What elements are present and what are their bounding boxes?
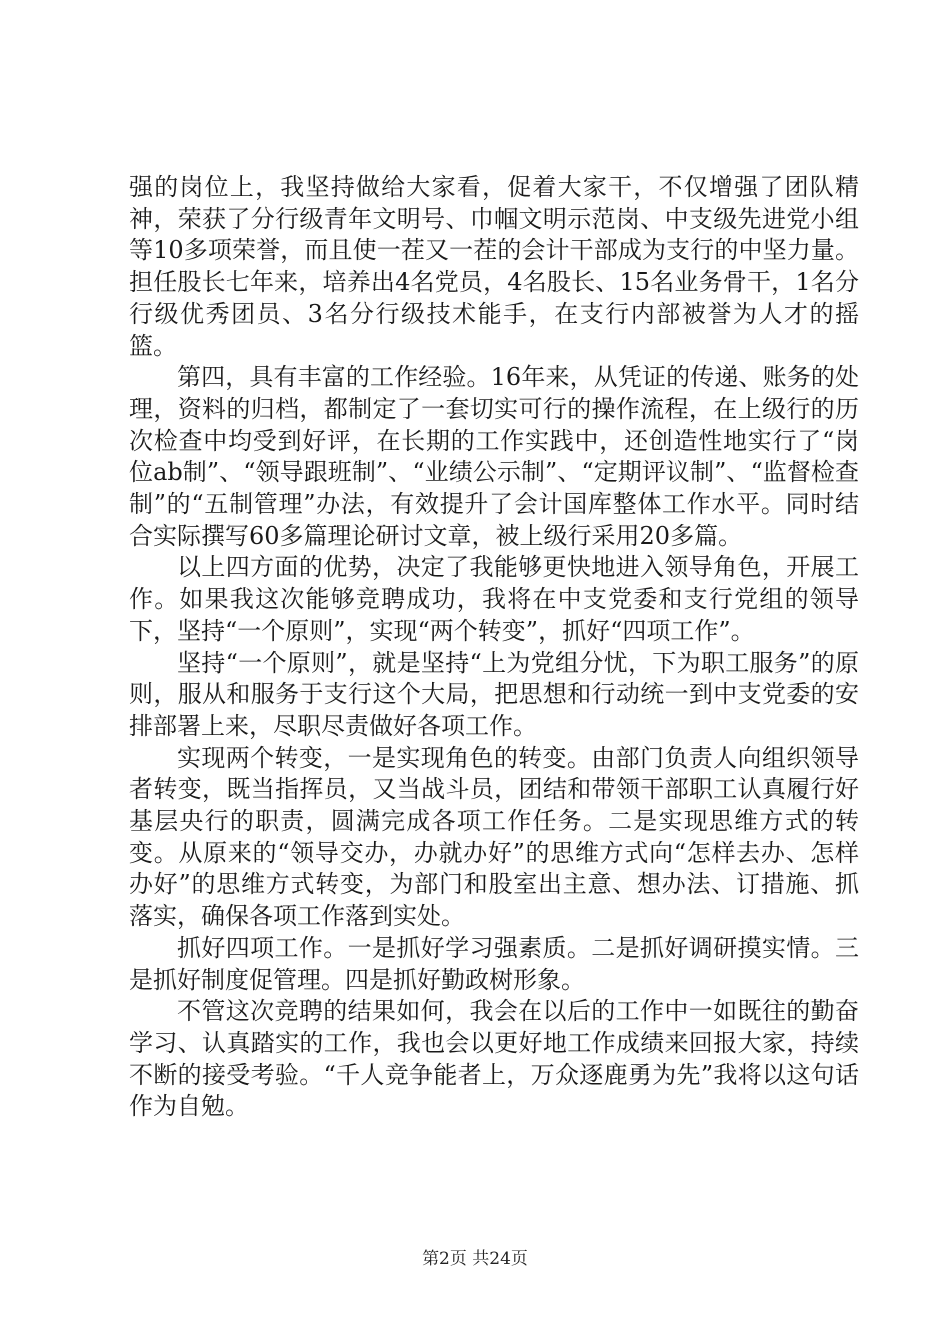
- paragraph-2: 第四，具有丰富的工作经验。16年来，从凭证的传递、账务的处理，资料的归档，都制定了一套切实可行的操作流程，在上级行的历次检查中均受到好评，在长期的工作实践中，还创造性地实行了“岗位ab制”、“领导跟班制”、“业绩公示制”、“定期评议制”、“监督检查制”的“五制管理”办法，有效提升了会计国库整体工作水平。同时结合实际撰写60多篇理论研讨文章，被上级行采用20多篇。: [129, 363, 859, 550]
- document-body: [129, 172, 859, 1123]
- page-footer: [0, 1244, 950, 1269]
- paragraph-7: 不管这次竞聘的结果如何，我会在以后的工作中一如既往的勤奋学习、认真踏实的工作，我也会以更好地工作成绩来回报大家，持续不断的接受考验。“千人竞争能者上，万众逐鹿勇为先”我将以这句话作为自勉。: [129, 997, 859, 1121]
- paragraph-4: 坚持“一个原则”，就是坚持“上为党组分忧，下为职工服务”的原则，服从和服务于支行这个大局，把思想和行动统一到中支党委的安排部署上来，尽职尽责做好各项工作。: [129, 648, 859, 740]
- paragraph-6: 抓好四项工作。一是抓好学习强素质。二是抓好调研摸实情。三是抓好制度促管理。四是抓好勤政树形象。: [129, 933, 859, 994]
- paragraph-3: 以上四方面的优势，决定了我能够更快地进入领导角色，开展工作。如果我这次能够竞聘成功，我将在中支党委和支行党组的领导下，坚持“一个原则”，实现“两个转变”，抓好“四项工作”。: [129, 553, 859, 645]
- page-number: 第2页 共24页: [422, 1249, 528, 1269]
- paragraph-1: 强的岗位上，我坚持做给大家看，促着大家干，不仅增强了团队精神，荣获了分行级青年文明号、巾帼文明示范岗、中支级先进党小组等10多项荣誉，而且使一茬又一茬的会计干部成为支行的中坚力量。担任股长七年来，培养出4名党员，4名股长、15名业务骨干，1名分行级优秀团员、3名分行级技术能手，在支行内部被誉为人才的摇篮。: [129, 173, 859, 360]
- paragraph-5: 实现两个转变，一是实现角色的转变。由部门负责人向组织领导者转变，既当指挥员，又当战斗员，团结和带领干部职工认真履行好基层央行的职责，圆满完成各项工作任务。二是实现思维方式的转变。从原来的“领导交办，办就办好”的思维方式向“怎样去办、怎样办好”的思维方式转变，为部门和股室出主意、想办法、订措施、抓落实，确保各项工作落到实处。: [129, 743, 859, 931]
